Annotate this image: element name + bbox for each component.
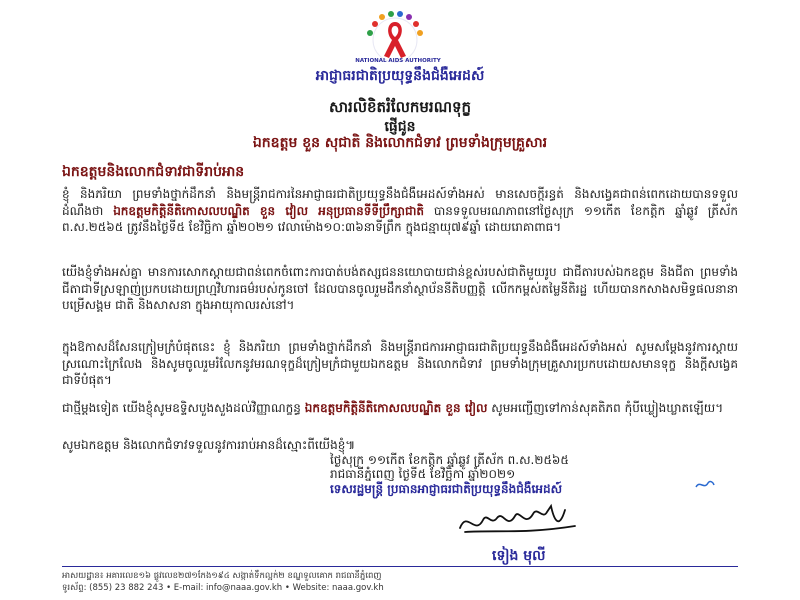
stamp-mark-icon bbox=[694, 477, 716, 496]
red-ribbon-icon bbox=[384, 22, 406, 58]
salutation: ឯកឧត្តមនិងលោកជំទាវជាទីរាប់អាន bbox=[62, 164, 245, 180]
paragraph-4-text: ជាថ្មីម្តងទៀត យើងខ្ញុំសូមឧទ្ទិសបួងសួងដល់វិញ្ញាណក្ខន្ធ bbox=[62, 401, 301, 415]
national-aids-authority-logo bbox=[340, 4, 450, 66]
paragraph-4 bbox=[62, 400, 738, 417]
footer-email: E-mail: info@naaa.gov.kh bbox=[173, 583, 283, 593]
paragraph-3: ក្នុងឱកាសដ៏សែនក្រៀមក្រំបំផុតនេះ ខ្ញុំ និងភរិយា ព្រមទាំងថ្នាក់ដឹកនាំ និងមន្ត្រីរាជការអាជ្ញាធរជាតិប្រយុទ្ធនឹងជំងឺអេដស៍ទាំងអស់ សូមសម្តែងនូវការស្តាយស្រណោះក្រៃលែង និងសូមចូលរួមរំលែកនូវមរណទុក្ខដ៏ក្រៀមក្រំជាមួយឯកឧត្តម និងលោកជំទាវ ព្រមទាំងក្រុមគ្រួសារប្រកបដោយសមានទុក្ខ និងក្តីសង្វេគជាទីបំផុត។ bbox=[62, 340, 738, 387]
letter-addressed-to: ផ្ញើជូន bbox=[384, 119, 416, 135]
signer-name: ទៀង មុលី bbox=[492, 548, 546, 564]
paragraph-1-text: ខ្ញុំ និងភរិយា ព្រមទាំងថ្នាក់ដឹកនាំ និងមន្ត្រីរាជការនៃអាជ្ញាធរជាតិប្រយុទ្ធនឹងជំងឺអេដស៍ទាំងអស់ មានសេចក្តីរន្ធត់ និងសង្វេគជាពន់ពេកដោយបានទទួលដំណឹងថា bbox=[62, 187, 738, 218]
signer-title: ទេសរដ្ឋមន្ត្រី ប្រធានអាជ្ញាធរជាតិប្រយុទ្ធនឹងជំងឺអេដស៍ bbox=[330, 482, 562, 496]
footer-divider bbox=[62, 566, 738, 567]
ring-of-figures-icon bbox=[367, 11, 423, 62]
letter-recipients: ឯកឧត្តម ខួន សុជាតិ និងលោកជំទាវ ព្រមទាំងក្រុមគ្រួសារ bbox=[252, 135, 548, 151]
letter-heading: សារលិខិតរំលែកមរណទុក្ខ bbox=[328, 98, 472, 116]
closing-paragraph: សូមឯកឧត្តម និងលោកជំទាវទទួលនូវការរាប់អានដ៏ស្មោះពីយើងខ្ញុំ៕ bbox=[62, 438, 356, 452]
footer-contact: ទូរស័ព្ទ: (855) 23 882 243 • E-mail: info@naaa.gov.kh • Website: naaa.gov.kh bbox=[62, 583, 384, 593]
date-lunar: ថ្ងៃសុក្រ ១១កើត ខែកត្តិក ឆ្នាំឆ្លូវ ត្រីស័ក ព.ស.២៥៦៥ bbox=[330, 453, 569, 467]
deceased-name: ឯកឧត្តមកិត្តិនីតិកោសលបណ្ឌិត ខួន វៀល អនុប្រធានទីទីប្រឹក្សាជាតិ bbox=[113, 203, 424, 218]
footer-phone: ទូរស័ព្ទ: (855) 23 882 243 bbox=[62, 583, 164, 593]
paragraph-2: យើងខ្ញុំទាំងអស់គ្នា មានការសោកស្តាយជាពន់ពេកចំពោះការបាត់បង់តស្សជននយោបាយជាន់ខ្ពស់របស់ជាតិមួយរូប ជាជីតារបស់ឯកឧត្តម និងជីតា ព្រមទាំងជីតាជាទីស្រឡាញ់ប្រកបដោយព្រហ្មវិហារធម៌របស់កូនចៅ ដែលបានចូលរួមដឹកនាំស្ថាប័ននីតិបញ្ញត្តិ លើកកម្ពស់តម្លៃនីតិរដ្ឋ ហើយបានកសាងសមិទ្ធផលនានាបម្រើសង្គម ជាតិ និងសាសនា ក្នុងអាយុកាលរស់នៅ។ bbox=[62, 265, 738, 312]
deceased-name-2: ឯកឧត្តមកិត្តិនីតិកោសលបណ្ឌិត ខួន វៀល bbox=[304, 401, 488, 415]
footer-website: Website: naaa.gov.kh bbox=[292, 583, 384, 593]
paragraph-4-rest: សូមអញ្ជើញទៅកាន់សុគតិភព កុំបីឃ្លៀងឃ្លាតឡើយ។ bbox=[491, 401, 724, 415]
handwritten-signature bbox=[455, 500, 585, 546]
paragraph-1-rest: បានទទួលមរណភាពនៅថ្ងៃសុក្រ ១១កើត ខែកត្តិក ឆ្នាំឆ្លូវ ត្រីស័ក ព.ស.២៥៦៥ ត្រូវនឹងថ្ងៃទី៥ ខែវិច្ឆិកា ឆ្នាំ២០២១ វេលាម៉ោង១០:៣៦នាទីព្រឹក ក្នុងជន្មាយុ៧៩ឆ្នាំ ដោយរោគាពាធ។ bbox=[62, 203, 738, 234]
organization-title: អាជ្ញាធរជាតិប្រយុទ្ធនឹងជំងឺអេដស៍ bbox=[315, 68, 485, 84]
svg-text:NATIONAL AIDS AUTHORITY: NATIONAL AIDS AUTHORITY bbox=[355, 58, 441, 64]
paragraph-1 bbox=[62, 186, 738, 236]
footer-address: អាសយដ្ឋាន៖ អគារលេខ១៦ ផ្លូវលេខ២៧១កែង១៩៤ សង្កាត់ទឹកល្អក់២ ខណ្ឌទួលគោក រាជធានីភ្នំពេញ bbox=[62, 571, 382, 581]
date-solar: រាជធានីភ្នំពេញ ថ្ងៃទី៥ ខែវិច្ឆិកា ឆ្នាំ២០២១ bbox=[330, 467, 516, 481]
